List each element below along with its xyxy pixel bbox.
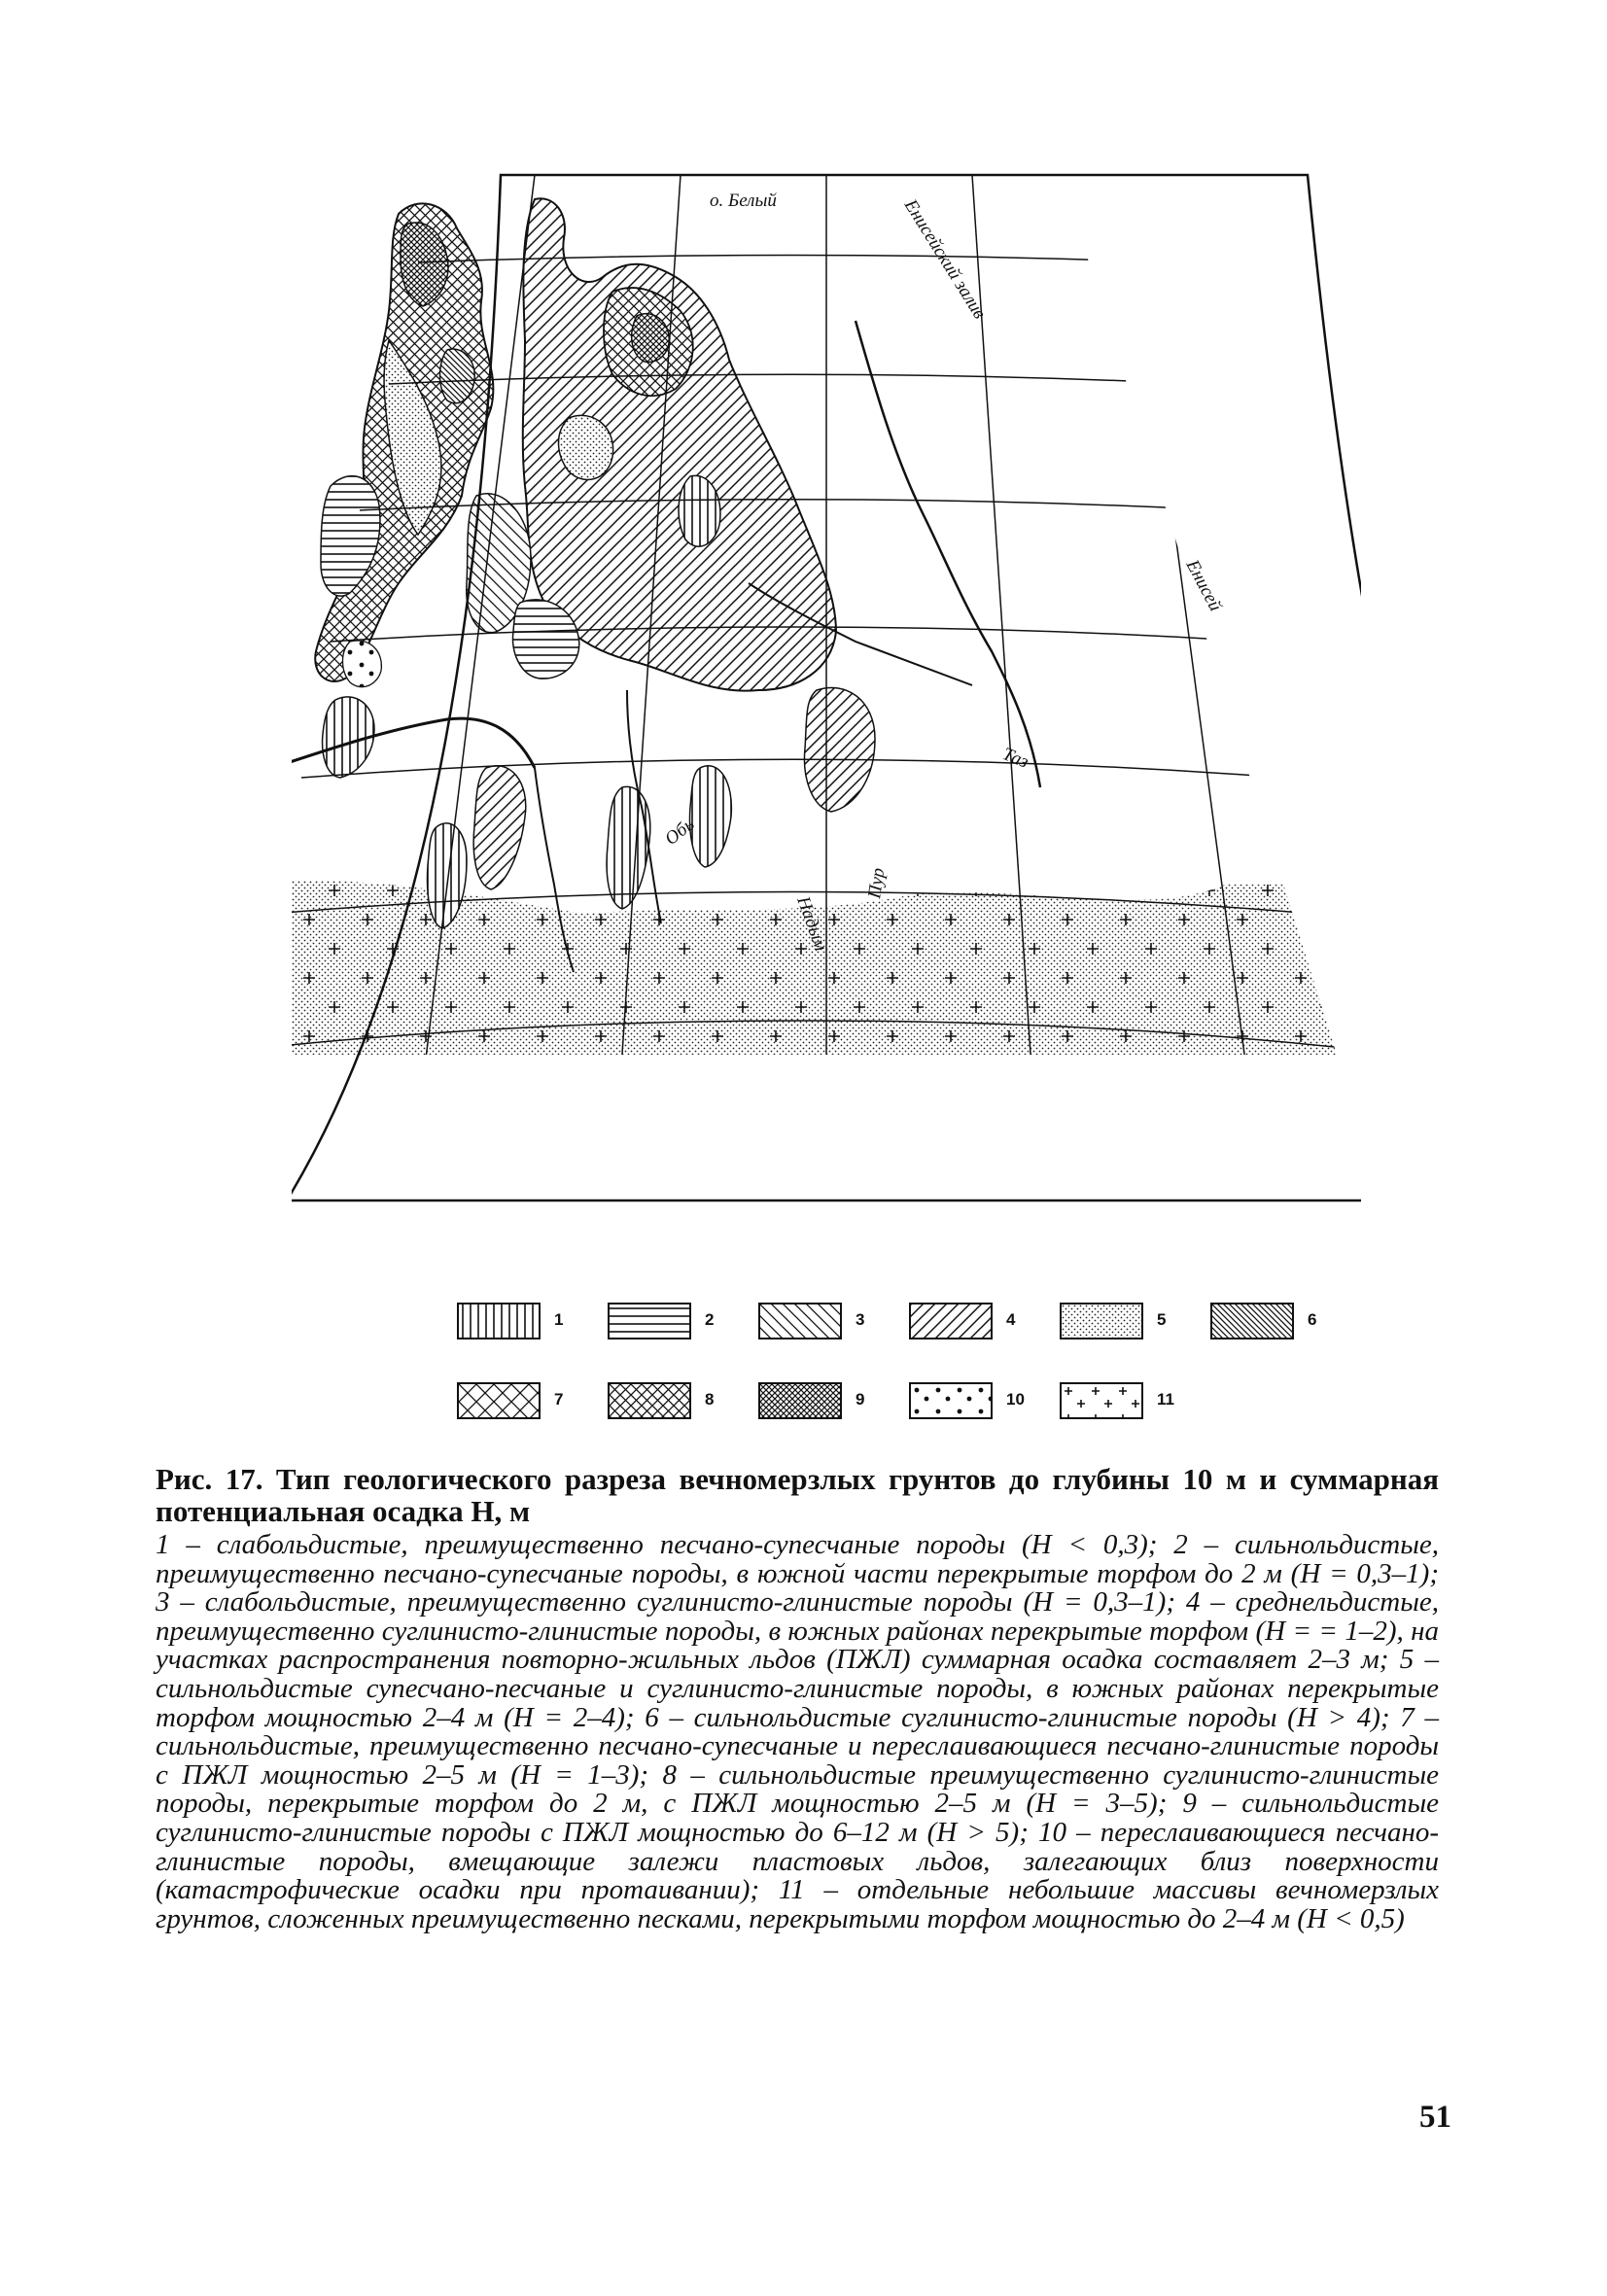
- pur-label: Пур: [864, 866, 890, 900]
- yenisei-river: [856, 321, 1040, 787]
- south-slash-tongue: [473, 766, 526, 889]
- map-legend: [457, 1303, 1332, 1439]
- legend-number: 8: [705, 1390, 715, 1409]
- legend-swatch-large-dots: [909, 1382, 993, 1419]
- legend-number: 3: [856, 1310, 865, 1329]
- legend-swatch-dense-crosshatch: [758, 1382, 842, 1419]
- legend-swatch-vertical-lines: [457, 1303, 541, 1339]
- permafrost-map: [292, 146, 1361, 1235]
- legend-number: 7: [554, 1390, 564, 1409]
- legend-swatch-dense-backslash-hatch: [1210, 1303, 1294, 1339]
- legend-number: 2: [705, 1310, 715, 1329]
- legend-swatch-sparse-backslash-hatch: [758, 1303, 842, 1339]
- page-number: 51: [1419, 2100, 1451, 2135]
- legend-number: 9: [856, 1390, 865, 1409]
- caption-title: Рис. 17. Тип геологического разреза вечномерзлых грунтов до глубины 10 м и суммарная потенциальная осадка H, м: [156, 1462, 1439, 1528]
- legend-number: 4: [1006, 1310, 1016, 1329]
- legend-number: 1: [554, 1310, 564, 1329]
- legend-number: 10: [1006, 1390, 1025, 1409]
- legend-swatch-medium-crosshatch: [608, 1382, 691, 1419]
- legend-swatch-horizontal-lines: [608, 1303, 691, 1339]
- south-vertical-tongue-3: [690, 766, 732, 867]
- south-vertical-tongue-2: [607, 786, 650, 909]
- legend-swatch-plus-signs: [1060, 1382, 1143, 1419]
- figure-caption: [156, 1463, 1439, 1933]
- legend-swatch-slash-hatch: [909, 1303, 993, 1339]
- caption-body: 1 – слабольдистые, преимущественно песчано-супесчаные породы (H < 0,3); 2 – сильнольдистые, преимущественно песчано-супесчаные породы, в южной части перекрытые торфом до 2 м (H = 0,3–1); 3 – слабольдистые, преимущественно суглинисто-глинистые породы (H = 0,3–1); 4 – среднельдистые, преимущественно суглинисто-глинистые породы, в южных районах перекрытые торфом (H = = 1–2), на участках распространения повторно-жильных льдов (ПЖЛ) суммарная осадка составляет 2–3 м; 5 – сильнольдистые супесчано-песчаные и суглинисто-глинистые породы, в южных районах перекрытые торфом мощностью 2–4 м (H = 2–4); 6 – сильнольдистые суглинисто-глинистые породы (H > 4); 7 – сильнольдистые, преимущественно песчано-супесчаные и переслаивающиеся песчано-глинистые породы с ПЖЛ мощностью 2–5 м (H = 1–3); 8 – сильнольдистые преимущественно суглинисто-глинистые породы, перекрытые торфом до 2 м, с ПЖЛ мощностью 2–5 м (H = 3–5); 9 – сильнольдистые суглинисто-глинистые породы с ПЖЛ мощностью до 6–12 м (H > 5); 10 – переслаивающиеся песчано-глинистые породы, вмещающие залежи пластовых льдов, залегающих близ поверхности (катастрофические осадки при протаивании); 11 – отдельные небольшие массивы вечномерзлых грунтов, сложенных преимущественно песками, перекрытыми торфом мощностью до 2–4 м (H < 0,5): [156, 1529, 1439, 1934]
- legend-swatch-sparse-crosshatch: [457, 1382, 541, 1419]
- legend-number: 5: [1157, 1310, 1167, 1329]
- nadym-label: Надым: [792, 893, 831, 955]
- bay-label: Енисейский залив: [899, 195, 991, 323]
- island-label: о. Белый: [710, 191, 777, 211]
- ob-label: Обь: [661, 814, 699, 850]
- legend-number: 6: [1308, 1310, 1317, 1329]
- yamal-bigdots: [343, 641, 382, 687]
- legend-number: 11: [1157, 1390, 1174, 1409]
- south-slash-east: [804, 687, 875, 812]
- legend-swatch-fine-dots: [1060, 1303, 1143, 1339]
- central-dense-hatch: [440, 349, 475, 403]
- yenisei-label: Енисей: [1181, 556, 1226, 615]
- taz-label: Таз: [999, 744, 1031, 773]
